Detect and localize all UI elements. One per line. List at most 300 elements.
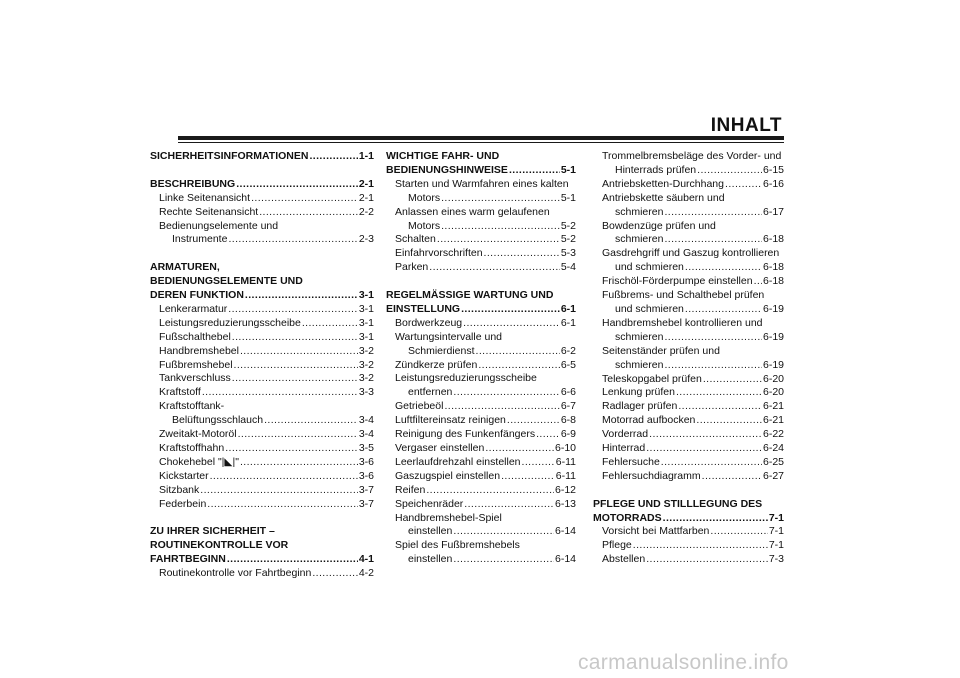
toc-section-heading[interactable] bbox=[386, 303, 576, 317]
toc-section-heading bbox=[150, 539, 374, 553]
toc-entry-title: Motors bbox=[408, 191, 441, 204]
toc-entry-title: einstellen bbox=[408, 525, 453, 538]
toc-entry-title: Handbremshebel kontrollieren und bbox=[602, 316, 763, 329]
toc-entry-title: Fußbrems- und Schalthebel prüfen bbox=[602, 289, 765, 302]
toc-page-number: 3-1 bbox=[358, 330, 374, 343]
toc-entry[interactable] bbox=[593, 442, 784, 456]
toc-leader-dots bbox=[236, 178, 358, 192]
toc-page-number: 3-2 bbox=[358, 372, 374, 385]
toc-entry-title: Motorrad aufbocken bbox=[602, 414, 696, 427]
toc-leader-dots bbox=[685, 261, 762, 275]
toc-entry bbox=[386, 512, 576, 526]
toc-section-heading bbox=[150, 525, 374, 539]
toc-entry[interactable] bbox=[593, 275, 784, 289]
toc-page-number: 3-4 bbox=[358, 414, 374, 427]
toc-page-number: 6-1 bbox=[560, 316, 576, 329]
toc-entry[interactable] bbox=[386, 414, 576, 428]
toc-entry-title: Teleskopgabel prüfen bbox=[602, 372, 702, 385]
toc-entry[interactable] bbox=[150, 428, 374, 442]
toc-leader-dots bbox=[234, 359, 358, 373]
toc-page-number: 6-18 bbox=[762, 261, 784, 274]
toc-entry[interactable] bbox=[593, 525, 784, 539]
toc-entry[interactable] bbox=[386, 498, 576, 512]
toc-entry bbox=[150, 400, 374, 414]
toc-page-number: 6-24 bbox=[762, 442, 784, 455]
toc-page-number: 6-25 bbox=[762, 455, 784, 468]
toc-entry-title: Hinterrads prüfen bbox=[615, 163, 697, 176]
toc-entry[interactable] bbox=[150, 414, 374, 428]
toc-page-number: 6-19 bbox=[762, 302, 784, 315]
toc-page-number: 6-14 bbox=[554, 553, 576, 566]
toc-section-heading bbox=[386, 150, 576, 164]
toc-entry-title: Einfahrvorschriften bbox=[395, 247, 483, 260]
toc-entry-title: Sitzbank bbox=[159, 483, 200, 496]
toc-entry-title: Handbremshebel bbox=[159, 344, 239, 357]
toc-entry-title: schmieren bbox=[615, 233, 664, 246]
toc-entry[interactable] bbox=[386, 428, 576, 442]
toc-entry[interactable] bbox=[150, 386, 374, 400]
toc-leader-dots bbox=[646, 442, 762, 456]
toc-entry-title: Lenkung prüfen bbox=[602, 386, 675, 399]
toc-entry-title: FAHRTBEGINN bbox=[150, 553, 226, 566]
toc-leader-dots bbox=[522, 456, 555, 470]
toc-entry bbox=[386, 539, 576, 553]
toc-entry[interactable] bbox=[150, 233, 374, 247]
toc-page-number: 5-1 bbox=[560, 191, 576, 204]
toc-entry-title: Kraftstoff bbox=[159, 386, 201, 399]
toc-entry-title: MOTORRADS bbox=[593, 511, 662, 524]
toc-entry-title: Hinterrad bbox=[602, 442, 646, 455]
toc-entry-title: Spiel des Fußbremshebels bbox=[395, 539, 520, 552]
toc-leader-dots bbox=[484, 247, 560, 261]
toc-leader-dots bbox=[461, 303, 560, 317]
page-title: INHALT bbox=[710, 115, 782, 136]
toc-entry-title: Schalten bbox=[395, 233, 436, 246]
toc-leader-dots bbox=[678, 400, 762, 414]
toc-leader-dots bbox=[312, 567, 357, 581]
toc-entry-title: Chokehebel "|◣|" bbox=[159, 455, 239, 468]
toc-leader-dots bbox=[225, 442, 358, 456]
toc-entry[interactable] bbox=[386, 261, 576, 275]
toc-column-1 bbox=[150, 150, 374, 581]
toc-leader-dots bbox=[426, 484, 554, 498]
toc-entry[interactable] bbox=[386, 345, 576, 359]
toc-entry[interactable] bbox=[150, 331, 374, 345]
toc-leader-dots bbox=[664, 359, 762, 373]
toc-leader-dots bbox=[725, 178, 762, 192]
toc-entry[interactable] bbox=[150, 442, 374, 456]
toc-page-number: 6-18 bbox=[762, 233, 784, 246]
toc-entry-title: ZU IHRER SICHERHEIT – bbox=[150, 525, 275, 538]
toc-page-number: 2-3 bbox=[358, 233, 374, 246]
toc-page-number: 3-2 bbox=[358, 344, 374, 357]
toc-entry-title: PFLEGE UND STILLLEGUNG DES bbox=[593, 497, 763, 510]
toc-page-number: 6-13 bbox=[554, 497, 576, 510]
toc-page-number: 6-21 bbox=[762, 414, 784, 427]
toc-entry[interactable] bbox=[386, 553, 576, 567]
toc-leader-dots bbox=[697, 164, 762, 178]
toc-page-number: 3-1 bbox=[358, 302, 374, 315]
toc-leader-dots bbox=[501, 470, 555, 484]
toc-entry[interactable] bbox=[593, 386, 784, 400]
toc-entry-title: ARMATUREN, bbox=[150, 261, 220, 274]
toc-entry-title: Rechte Seitenansicht bbox=[159, 205, 259, 218]
toc-entry[interactable] bbox=[593, 303, 784, 317]
toc-entry-title: Bedienungselemente und bbox=[159, 219, 279, 232]
toc-entry bbox=[593, 220, 784, 234]
toc-page-number: 6-11 bbox=[555, 455, 576, 468]
toc-entry-title: Federbein bbox=[159, 497, 207, 510]
toc-entry-title: Seitenständer prüfen und bbox=[602, 344, 720, 357]
toc-entry[interactable] bbox=[150, 192, 374, 206]
toc-entry[interactable] bbox=[386, 484, 576, 498]
toc-entry[interactable] bbox=[593, 456, 784, 470]
toc-entry[interactable] bbox=[150, 470, 374, 484]
toc-page-number: 5-4 bbox=[560, 261, 576, 274]
toc-page-number: 6-11 bbox=[555, 469, 576, 482]
toc-entry[interactable] bbox=[386, 192, 576, 206]
toc-page-number: 6-1 bbox=[560, 302, 576, 315]
toc-page-number: 5-3 bbox=[560, 247, 576, 260]
toc-page-number: 6-20 bbox=[762, 386, 784, 399]
header-rule bbox=[178, 136, 784, 143]
toc-leader-dots bbox=[302, 317, 358, 331]
toc-page-number: 4-2 bbox=[358, 567, 374, 580]
toc-page-number: 4-1 bbox=[358, 553, 374, 566]
toc-entry-title: Anlassen eines warm gelaufenen bbox=[395, 205, 550, 218]
toc-entry-title: Wartungsintervalle und bbox=[395, 330, 502, 343]
toc-leader-dots bbox=[685, 303, 762, 317]
toc-leader-dots bbox=[463, 317, 560, 331]
toc-spacer bbox=[150, 512, 374, 526]
toc-section-heading[interactable] bbox=[150, 553, 374, 567]
toc-entry[interactable] bbox=[593, 373, 784, 387]
toc-leader-dots bbox=[437, 233, 560, 247]
toc-page-number: 6-14 bbox=[554, 525, 576, 538]
toc-entry-title: SICHERHEITSINFORMATIONEN bbox=[150, 150, 309, 162]
toc-leader-dots bbox=[464, 498, 554, 512]
toc-leader-dots bbox=[453, 386, 559, 400]
toc-entry-title: Kraftstoffhahn bbox=[159, 442, 225, 454]
toc-entry[interactable] bbox=[386, 400, 576, 414]
toc-page-number: 6-6 bbox=[560, 386, 576, 399]
toc-entry-title: Vergaser einstellen bbox=[395, 442, 485, 455]
toc-page-number: 6-16 bbox=[762, 177, 784, 190]
toc-page-number: 5-2 bbox=[560, 219, 576, 232]
toc-entry[interactable] bbox=[593, 414, 784, 428]
toc-page-number: 6-20 bbox=[762, 372, 784, 385]
toc-page-number: 6-27 bbox=[762, 469, 784, 482]
toc-leader-dots bbox=[202, 386, 358, 400]
toc-entry bbox=[593, 317, 784, 331]
toc-entry-title: und schmieren bbox=[615, 261, 684, 274]
toc-entry[interactable] bbox=[150, 345, 374, 359]
toc-page-number: 6-21 bbox=[762, 400, 784, 413]
toc-entry-title: Reifen bbox=[395, 483, 426, 496]
watermark: carmanualsonline.info bbox=[578, 651, 789, 674]
toc-entry-title: Linke Seitenansicht bbox=[159, 191, 251, 204]
toc-page-number: 6-19 bbox=[762, 330, 784, 343]
toc-page-number: 6-8 bbox=[560, 414, 576, 427]
toc-entry[interactable] bbox=[386, 386, 576, 400]
toc-leader-dots bbox=[703, 373, 762, 387]
toc-leader-dots bbox=[441, 220, 560, 234]
toc-section-heading bbox=[593, 498, 784, 512]
toc-leader-dots bbox=[238, 428, 358, 442]
toc-leader-dots bbox=[649, 428, 762, 442]
toc-entry[interactable] bbox=[593, 470, 784, 484]
toc-page-number: 6-9 bbox=[560, 428, 576, 441]
toc-leader-dots bbox=[207, 498, 358, 512]
toc-entry[interactable] bbox=[593, 539, 784, 553]
toc-leader-dots bbox=[696, 414, 762, 428]
toc-entry-title: Fußbremshebel bbox=[159, 358, 233, 371]
toc-entry[interactable] bbox=[593, 164, 784, 178]
toc-page-number: 6-19 bbox=[762, 358, 784, 371]
header-rule-thin bbox=[178, 142, 784, 143]
toc-entry[interactable] bbox=[386, 470, 576, 484]
toc-entry-title: Leistungsreduzierungsscheibe bbox=[395, 372, 537, 385]
toc-entry-title: Abstellen bbox=[602, 553, 646, 566]
toc-leader-dots bbox=[441, 192, 560, 206]
toc-spacer bbox=[150, 164, 374, 178]
toc-entry[interactable] bbox=[150, 359, 374, 373]
toc-leader-dots bbox=[227, 553, 358, 567]
toc-entry-title: entfernen bbox=[408, 386, 453, 399]
toc-entry[interactable] bbox=[593, 553, 784, 567]
toc-entry-title: Trommelbremsbeläge des Vorder- und bbox=[602, 150, 782, 162]
toc-page-number: 1-1 bbox=[358, 150, 374, 162]
toc-section-heading[interactable] bbox=[150, 289, 374, 303]
toc-page-number: 2-1 bbox=[358, 191, 374, 204]
toc-leader-dots bbox=[536, 428, 560, 442]
toc-leader-dots bbox=[664, 331, 762, 345]
toc-page-number: 3-1 bbox=[358, 289, 374, 302]
toc-entry-title: Frischöl-Förderpumpe einstellen bbox=[602, 275, 753, 288]
toc-entry-title: Belüftungsschlauch bbox=[172, 414, 264, 427]
toc-leader-dots bbox=[228, 233, 357, 247]
toc-leader-dots bbox=[633, 539, 768, 553]
toc-page-number: 2-2 bbox=[358, 205, 374, 218]
toc-entry-title: Tankverschluss bbox=[159, 372, 231, 385]
toc-entry bbox=[386, 178, 576, 192]
toc-leader-dots bbox=[444, 400, 559, 414]
toc-leader-dots bbox=[485, 442, 554, 456]
toc-entry-title: BEDIENUNGSELEMENTE UND bbox=[150, 275, 303, 288]
toc-entry-title: Leerlaufdrehzahl einstellen bbox=[395, 455, 521, 468]
toc-leader-dots bbox=[232, 331, 358, 345]
toc-entry[interactable] bbox=[150, 567, 374, 581]
toc-leader-dots bbox=[646, 553, 768, 567]
toc-page-number: 3-4 bbox=[358, 428, 374, 441]
toc-entry-title: Parken bbox=[395, 261, 429, 274]
toc-entry bbox=[386, 331, 576, 345]
toc-column-2 bbox=[386, 150, 576, 567]
toc-spacer bbox=[150, 247, 374, 261]
toc-entry bbox=[593, 150, 784, 164]
toc-entry-title: Vorderrad bbox=[602, 428, 649, 441]
toc-section-heading bbox=[150, 275, 374, 289]
toc-entry[interactable] bbox=[386, 317, 576, 331]
toc-entry[interactable] bbox=[593, 233, 784, 247]
toc-entry-title: Starten und Warmfahren eines kalten bbox=[395, 177, 569, 190]
toc-leader-dots bbox=[232, 372, 358, 386]
toc-entry-title: ROUTINEKONTROLLE VOR bbox=[150, 539, 289, 552]
toc-entry-title: Reinigung des Funkenfängers bbox=[395, 428, 536, 441]
toc-entry-title: Luftfiltereinsatz reinigen bbox=[395, 414, 506, 427]
toc-entry-title: Bordwerkzeug bbox=[395, 316, 463, 329]
toc-entry-title: Zündkerze prüfen bbox=[395, 358, 478, 371]
toc-section-heading[interactable] bbox=[593, 512, 784, 526]
toc-page-number: 3-3 bbox=[358, 386, 374, 399]
toc-entry-title: Kraftstofftank- bbox=[159, 400, 225, 413]
toc-entry[interactable] bbox=[386, 525, 576, 539]
toc-entry[interactable] bbox=[386, 456, 576, 470]
toc-leader-dots bbox=[228, 303, 358, 317]
toc-entry-title: Motors bbox=[408, 219, 441, 232]
toc-leader-dots bbox=[245, 289, 358, 303]
toc-entry[interactable] bbox=[386, 442, 576, 456]
toc-entry bbox=[593, 247, 784, 261]
toc-page-number: 7-1 bbox=[768, 539, 784, 552]
toc-page-number: 3-6 bbox=[358, 469, 374, 482]
toc-entry[interactable] bbox=[386, 220, 576, 234]
toc-page-number: 6-10 bbox=[554, 442, 576, 455]
toc-entry-title: Antriebsketten-Durchhang bbox=[602, 177, 724, 190]
toc-entry-title: Radlager prüfen bbox=[602, 400, 678, 413]
toc-entry[interactable] bbox=[593, 178, 784, 192]
toc-entry[interactable] bbox=[150, 456, 374, 470]
toc-page-number: 3-6 bbox=[358, 455, 374, 468]
toc-entry bbox=[386, 372, 576, 386]
toc-entry[interactable] bbox=[593, 261, 784, 275]
toc-page-number: 6-5 bbox=[560, 358, 576, 371]
toc-entry-title: Fehlersuche bbox=[602, 455, 660, 468]
toc-entry-title: Vorsicht bei Mattfarben bbox=[602, 525, 710, 538]
toc-entry-title: Schmierdienst bbox=[408, 344, 475, 357]
toc-page-number: 2-1 bbox=[358, 177, 374, 190]
toc-entry-title: BESCHREIBUNG bbox=[150, 177, 236, 190]
toc-entry-title: und schmieren bbox=[615, 302, 684, 315]
toc-section-heading bbox=[150, 261, 374, 275]
toc-section-heading bbox=[386, 289, 576, 303]
toc-entry bbox=[593, 192, 784, 206]
toc-leader-dots bbox=[507, 414, 560, 428]
toc-entry-title: WICHTIGE FAHR- UND bbox=[386, 150, 500, 162]
toc-page-number: 6-17 bbox=[762, 205, 784, 218]
toc-leader-dots bbox=[664, 233, 762, 247]
toc-entry[interactable] bbox=[150, 372, 374, 386]
toc-page-number: 3-7 bbox=[358, 483, 374, 496]
toc-leader-dots bbox=[200, 484, 358, 498]
toc-page-number: 7-1 bbox=[768, 525, 784, 538]
toc-entry-title: Antriebskette säubern und bbox=[602, 191, 725, 204]
toc-entry-title: Kickstarter bbox=[159, 469, 209, 482]
toc-leader-dots bbox=[264, 414, 358, 428]
toc-leader-dots bbox=[429, 261, 560, 275]
toc-entry[interactable] bbox=[593, 206, 784, 220]
toc-section-heading[interactable] bbox=[150, 150, 374, 164]
toc-entry[interactable] bbox=[386, 247, 576, 261]
toc-entry bbox=[593, 289, 784, 303]
toc-entry[interactable] bbox=[593, 331, 784, 345]
toc-entry-title: Bowdenzüge prüfen und bbox=[602, 219, 716, 232]
toc-entry-title: Speichenräder bbox=[395, 497, 464, 510]
toc-leader-dots bbox=[240, 345, 358, 359]
toc-leader-dots bbox=[240, 456, 358, 470]
toc-entry[interactable] bbox=[593, 359, 784, 373]
toc-leader-dots bbox=[664, 206, 762, 220]
toc-entry-title: Leistungsreduzierungsscheibe bbox=[159, 316, 301, 329]
toc-page-number: 5-2 bbox=[560, 233, 576, 246]
toc-entry-title: Pflege bbox=[602, 539, 632, 552]
toc-entry-title: Gaszugspiel einstellen bbox=[395, 469, 501, 482]
toc-leader-dots bbox=[478, 359, 560, 373]
toc-entry[interactable] bbox=[150, 484, 374, 498]
toc-entry[interactable] bbox=[593, 428, 784, 442]
toc-leader-dots bbox=[509, 164, 560, 178]
toc-entry-title: EINSTELLUNG bbox=[386, 302, 461, 315]
toc-page-number: 5-1 bbox=[560, 163, 576, 176]
toc-entry[interactable] bbox=[150, 498, 374, 512]
toc-page-number: 3-1 bbox=[358, 316, 374, 329]
toc-leader-dots bbox=[661, 456, 762, 470]
toc-entry-title: schmieren bbox=[615, 358, 664, 371]
toc-page-number: 7-1 bbox=[768, 511, 784, 524]
toc-page-number: 6-18 bbox=[762, 275, 784, 288]
toc-entry[interactable] bbox=[386, 233, 576, 247]
toc-entry-title: Handbremshebel-Spiel bbox=[395, 511, 502, 524]
toc-entry-title: schmieren bbox=[615, 330, 664, 343]
toc-page-number: 3-2 bbox=[358, 358, 374, 371]
toc-entry bbox=[593, 345, 784, 359]
toc-entry-title: DEREN FUNKTION bbox=[150, 289, 244, 302]
toc-entry-title: Lenkerarmatur bbox=[159, 302, 228, 315]
toc-leader-dots bbox=[453, 525, 554, 539]
toc-entry-title: REGELMÄSSIGE WARTUNG UND bbox=[386, 289, 554, 302]
toc-leader-dots bbox=[476, 345, 560, 359]
toc-entry[interactable] bbox=[150, 317, 374, 331]
toc-entry-title: Gasdrehgriff und Gaszug kontrollieren bbox=[602, 247, 780, 260]
toc-page-number: 3-7 bbox=[358, 497, 374, 510]
toc-section-heading[interactable] bbox=[150, 178, 374, 192]
toc-leader-dots bbox=[210, 470, 358, 484]
toc-leader-dots bbox=[702, 470, 762, 484]
toc-page-number: 6-15 bbox=[762, 163, 784, 176]
toc-entry-title: Fehlersuchdiagramm bbox=[602, 469, 701, 482]
toc-entry-title: Routinekontrolle vor Fahrtbeginn bbox=[159, 567, 312, 580]
toc-spacer bbox=[593, 484, 784, 498]
toc-entry bbox=[150, 220, 374, 234]
toc-entry[interactable] bbox=[386, 359, 576, 373]
toc-entry-title: schmieren bbox=[615, 205, 664, 218]
toc-entry-title: Zweitakt-Motoröl bbox=[159, 428, 237, 441]
toc-entry[interactable] bbox=[150, 206, 374, 220]
toc-leader-dots bbox=[676, 386, 762, 400]
toc-page-number: 6-7 bbox=[560, 400, 576, 413]
toc-leader-dots bbox=[663, 512, 768, 526]
toc-spacer bbox=[386, 275, 576, 289]
toc-leader-dots bbox=[453, 553, 554, 567]
toc-entry-title: BEDIENUNGSHINWEISE bbox=[386, 163, 508, 176]
toc-page-number: 7-3 bbox=[768, 553, 784, 566]
toc-entry[interactable] bbox=[593, 400, 784, 414]
toc-entry[interactable] bbox=[150, 303, 374, 317]
toc-section-heading[interactable] bbox=[386, 164, 576, 178]
toc-column-3 bbox=[593, 150, 784, 567]
toc-entry bbox=[386, 206, 576, 220]
toc-leader-dots bbox=[251, 192, 358, 206]
